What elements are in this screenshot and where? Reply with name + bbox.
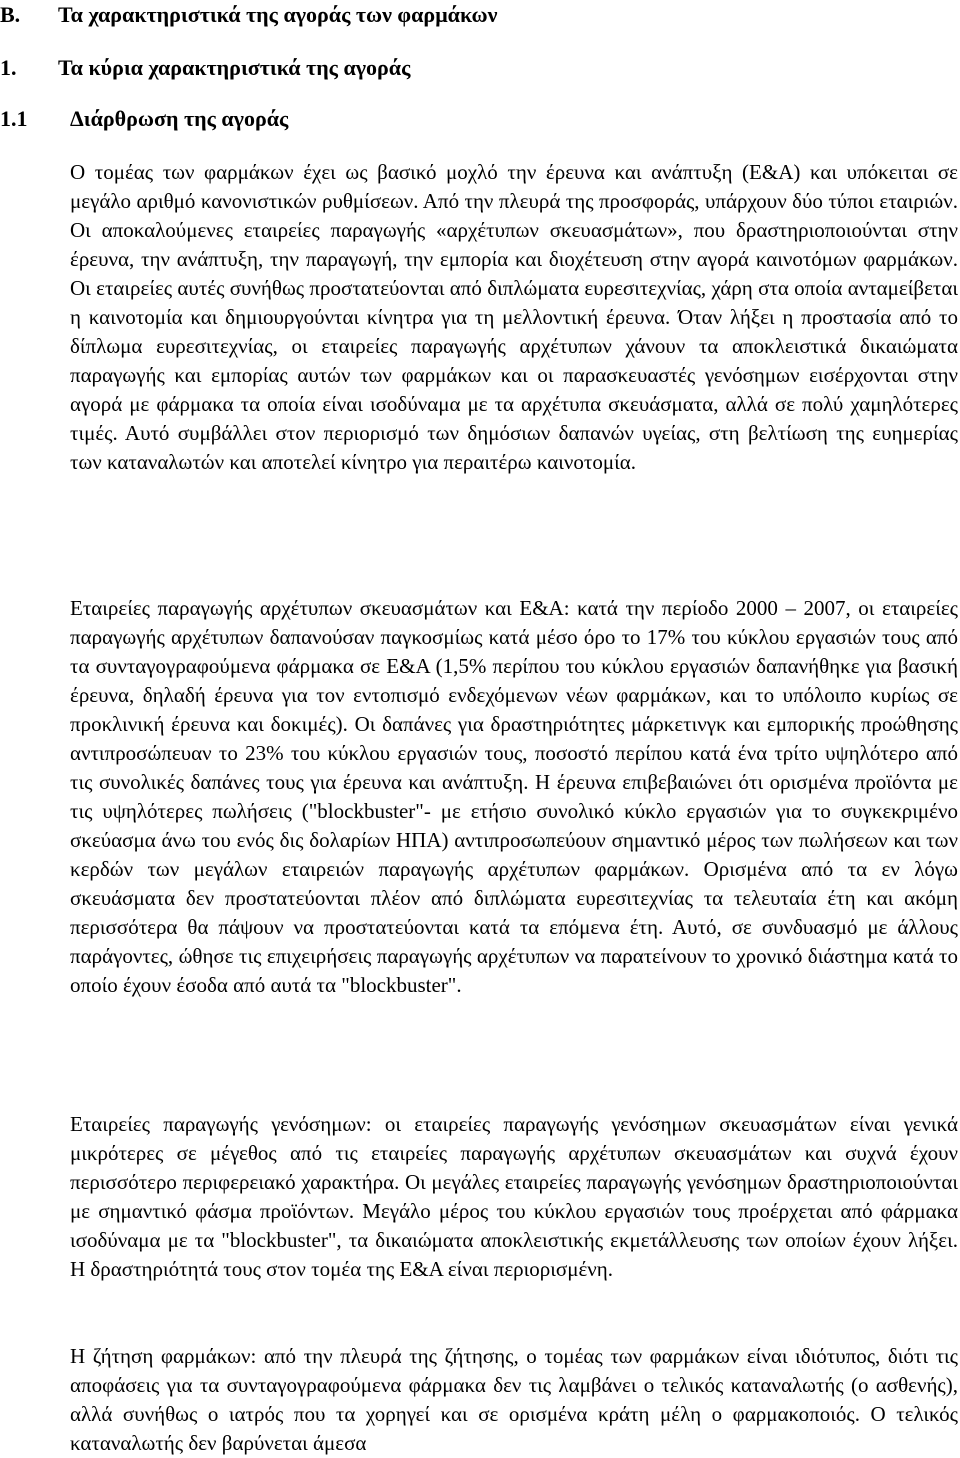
section-number: 1.: [0, 55, 17, 80]
section-heading-1: [0, 55, 410, 81]
paragraph-market-structure: Ο τομέας των φαρμάκων έχει ως βασικό μοχλό την έρευνα και ανάπτυξη (Ε&Α) και υπόκειται σε μεγάλο αριθμό κανονιστικών ρυθμίσεων. Από την πλευρά της προσφοράς, υπάρχουν δύο τύποι εταιριών. Οι αποκαλούμενες εταιρείες παραγωγής «αρχέτυπων σκευασμάτων», που δραστηριοποιούνται στην έρευνα, την ανάπτυξη, την παραγωγή, την εμπορία και διοχέτευση στην αγορά καινοτόμων φαρμάκων. Οι εταιρείες αυτές συνήθως προστατεύονται από διπλώματα ευρεσιτεχνίας, χάρη στα οποία ανταμείβεται η καινοτομία και δημιουργούνται κίνητρα για τη μελλοντική έρευνα. Όταν λήξει η προστασία από το δίπλωμα ευρεσιτεχνίας, οι εταιρείες παραγωγής αρχέτυπων χάνουν τα αποκλειστικά δικαιώματα παραγωγής και εμπορίας αυτών των φαρμάκων και οι παρασκευαστές γενόσημων εισέρχονται στην αγορά με φάρμακα τα οποία είναι ισοδύναμα με τα αρχέτυπα σκευάσματα, αλλά σε πολύ χαμηλότερες τιμές. Αυτό συμβάλλει στον περιορισμό των δημόσιων δαπανών υγείας, στη βελτίωση της ευημερίας των καταναλωτών και αποτελεί κίνητρο για περαιτέρω καινοτομία.: [70, 160, 958, 474]
paragraph-original-companies: Εταιρείες παραγωγής αρχέτυπων σκευασμάτων και Ε&Α: κατά την περίοδο 2000 – 2007, οι εταιρείες παραγωγής αρχέτυπων δαπανούσαν παγκοσμίως κατά μέσο όρο το 17% του κύκλου εργασιών τους από τα συνταγογραφούμενα φάρμακα σε Ε&Α (1,5% περίπου του κύκλου εργασιών δαπανήθηκε για βασική έρευνα, δηλαδή έρευνα για τον εντοπισμό ενδεχόμενων νέων φαρμάκων, και το υπόλοιπο κυρίως σε προκλινική έρευνα και δοκιμές). Οι δαπάνες για δραστηριότητες μάρκετινγκ και εμπορικής προώθησης αντιπροσώπευαν το 23% του κύκλου εργασιών τους, ποσοστό περίπου κατά ένα τρίτο υψηλότερο από τις συνολικές δαπάνες τους για έρευνα και ανάπτυξη. Η έρευνα επιβεβαιώνει ότι ορισμένα προϊόντα με τις υψηλότερες πωλήσεις ("blockbuster"- με ετήσιο συνολικό κύκλο εργασιών για το συγκεκριμένο σκεύασμα άνω του ενός δις δολαρίων ΗΠΑ) αντιπροσωπεύουν σημαντικό μέρος των πωλήσεων και των κερδών των μεγάλων εταιρειών παραγωγής αρχέτυπων φαρμάκων. Ορισμένα από τα εν λόγω σκευάσματα δεν προστατεύονται πλέον από διπλώματα ευρεσιτεχνίας τα τελευταία έτη και ακόμη περισσότερα θα πάψουν να προστατεύονται κατά τα επόμενα έτη. Αυτό, σε συνδυασμό με άλλους παράγοντες, ώθησε τις επιχειρήσεις παραγωγής αρχέτυπων να παρατείνουν το χρονικό διάστημα κατά το οποίο έχουν έσοδα από αυτά τα "blockbuster".: [70, 596, 958, 997]
section-title: Τα κύρια χαρακτηριστικά της αγοράς: [58, 55, 411, 80]
section-title: Τα χαρακτηριστικά της αγοράς των φαρμάκων: [58, 2, 498, 27]
paragraph-generic-companies: Εταιρείες παραγωγής γενόσημων: οι εταιρείες παραγωγής γενόσημων σκευασμάτων είναι γενικά μικρότερες σε μέγεθος από τις εταιρείες παραγωγής αρχέτυπων σκευασμάτων και συχνά έχουν περισσότερο περιφερειακό χαρακτήρα. Οι μεγάλες εταιρείες παραγωγής γενόσημων δραστηριοποιούνται με σημαντικό φάσμα προϊόντων. Μεγάλο μέρος του κύκλου εργασιών τους προέρχεται από φάρμακα ισοδύναμα με τα "blockbuster", τα δικαιώματα αποκλειστικής εκμετάλλευσης των οποίων έχουν λήξει. Η δραστηριότητά τους στον τομέα της Ε&Α είναι περιορισμένη.: [70, 1112, 958, 1281]
section-number: 1.1: [0, 106, 28, 131]
paragraph-demand: Η ζήτηση φαρμάκων: από την πλευρά της ζήτησης, ο τομέας των φαρμάκων είναι ιδιότυπος, διότι τις αποφάσεις για τα συνταγογραφούμενα φάρμακα δεν τις λαμβάνει ο τελικός καταναλωτής (ο ασθενής), αλλά συνήθως ο ιατρός που τα χορηγεί και σε ορισμένα κράτη μέλη ο φαρμακοποιός. Ο τελικός καταναλωτής δεν βαρύνεται άμεσα: [70, 1344, 958, 1455]
section-heading-b: [0, 2, 497, 28]
section-number: B.: [0, 2, 21, 27]
section-heading-1-1: [0, 106, 288, 132]
section-title: Διάρθρωση της αγοράς: [70, 106, 289, 131]
